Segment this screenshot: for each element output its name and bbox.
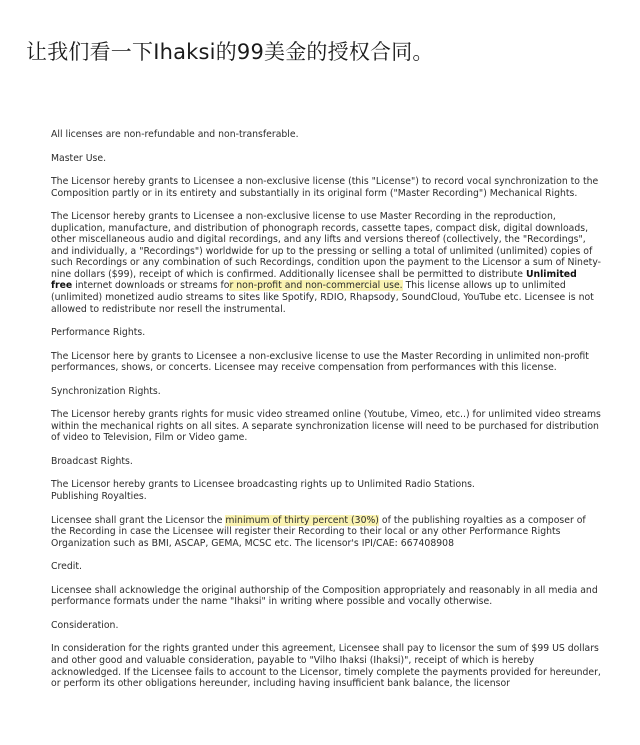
section-heading-sync: Synchronization Rights.	[51, 385, 161, 397]
consideration-paragraph: In consideration for the rights granted under this agreement, Licensee shall pay to licensor the sum of $99 US dollars and other good and valuable consideration, payable to "Vilho Ihaksi (Ihaksi)", receipt of which is hereby acknowledged. If the Licensee fails to account to the Licensor, timely complete the payments provided for hereunder, or perform its other obligations hereunder, including having insufficient bank balance, the licensor	[51, 643, 601, 690]
master-use-text-c: This license allows up to unlimited (unlimited) monetized audio streams to sites like Spotify, RDIO, Rhapsody, SoundCloud, YouTube etc. Licensee is not allowed to redistribute nor resell the instrumental.	[51, 280, 594, 315]
non-commercial-highlight: r non-profit and non-commercial use.	[229, 280, 403, 292]
royalties-text-a: Licensee shall grant the Licensor the	[51, 514, 226, 526]
section-heading-credit: Credit.	[51, 561, 82, 573]
royalties-paragraph	[51, 515, 601, 550]
page-headline: 让我们看一下Ihaksi的99美金的授权合同。	[26, 40, 434, 64]
broadcast-paragraph	[51, 479, 601, 502]
broadcast-text: The Licensor hereby grants to Licensee broadcasting rights up to Unlimited Radio Stations.	[51, 479, 475, 491]
master-use-paragraph-1: The Licensor hereby grants to Licensee a non-exclusive license (this "License") to record vocal synchronization to the Composition partly or in its entirety and substantially in its original form ("Master Recording") Mechanical Rights.	[51, 176, 599, 199]
credit-paragraph: Licensee shall acknowledge the original authorship of the Composition appropriately and reasonably in all media and performance formats under the name "Ihaksi" in writing where possible and vocally otherwise.	[51, 584, 598, 608]
master-use-paragraph-2	[51, 211, 601, 315]
performance-paragraph: The Licensor here by grants to Licensee a non-exclusive license to use the Master Recording in unlimited non-profit performances, shows, or concerts. Licensee may receive compensation from performances with this license.	[51, 350, 589, 374]
license-document	[51, 129, 601, 702]
master-use-text-a: The Licensor hereby grants to Licensee a non-exclusive license to use Master Recording in the reproduction, duplication, manufacture, and distribution of phonograph records, cassette tapes, compact disk, digital downloads, other miscellaneous audio and digital recordings, and any lifts and versions thereof (collectively, the "Recordings", and individually, a "Recordings") worldwide for up to the pressing or selling a total of unlimited (unlimited) copies of such Recordings or any combination of such Recordings, condition upon the payment to the Licensor a sum of Ninety-nine dollars ($99), receipt of which is confirmed. Additionally licensee shall be permitted to distribute	[51, 211, 602, 280]
section-heading-consideration: Consideration.	[51, 619, 119, 631]
thirty-percent-highlight: minimum of thirty percent (30%)	[225, 514, 379, 526]
master-use-text-b: internet downloads or streams fo	[72, 280, 230, 292]
sync-paragraph: The Licensor hereby grants rights for music video streamed online (Youtube, Vimeo, etc..) for unlimited video streams within the mechanical rights on all sites. A separate synchronization license will need to be purchased for distribution of video to Television, Film or Video game.	[51, 409, 601, 444]
royalties-text-b: of the publishing royalties as a composer of the Recording in case the Licensee will register their Recording to their local or any other Performance Rights Organization such as BMI, ASCAP, GEMA, MCSC etc. The licensor's IPI/CAE: 667408908	[51, 514, 586, 549]
unlimited-free-bold: Unlimited free	[51, 268, 577, 292]
section-heading-performance: Performance Rights.	[51, 327, 146, 339]
section-heading-publishing-royalties: Publishing Royalties.	[51, 491, 147, 503]
section-heading-master-use: Master Use.	[51, 152, 107, 164]
nonrefundable-notice: All licenses are non-refundable and non-transferable.	[51, 129, 299, 140]
section-heading-broadcast: Broadcast Rights.	[51, 455, 133, 467]
